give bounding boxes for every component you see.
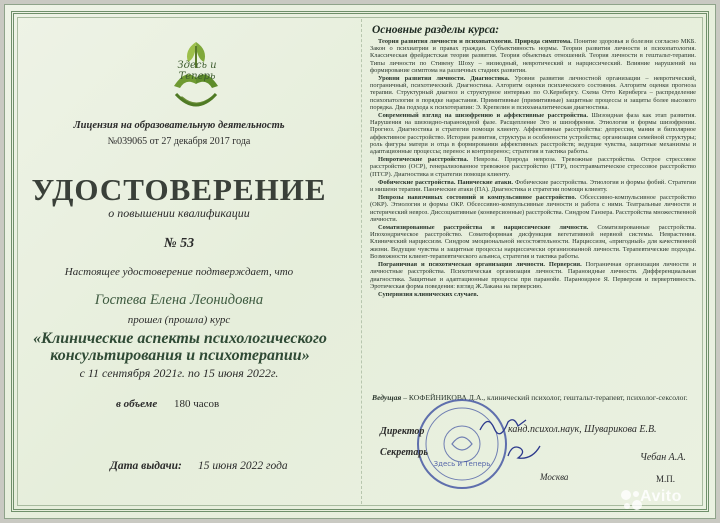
holder-name: Гостева Елена Леонидовна [94,292,264,308]
section-item [370,75,696,111]
issue-date-value: 15 июня 2022 года [198,460,288,472]
section-body: Пограничная организация личности и личностные расстройства. Психотическая организация личности. Параноидные личности. Дифференциальная диагностика. Защитные и адаптационные процессы при паранойе. Параноидное Я. Перверсия и первертивность. Эротическая форма поведения: взгляд Ж.Лакана на перверсию. [370,261,697,290]
section-item [370,261,696,290]
section-item [370,224,696,260]
passed-text: прошел (прошла) курс [127,314,231,326]
section-heading: Пограничная и психотическая организация личности. Перверсия. [378,261,582,269]
section-item [370,156,696,178]
course-title: «Клинические аспекты психологического консультирования и психотерапии» [33,330,327,364]
section-heading: Теория развития личности и психопатология. Природа симптома. [378,38,572,45]
license-title: Лицензия на образовательную деятельность [73,120,285,131]
section-item [370,291,696,298]
section-heading: Супервизия клинических случаев. [378,290,479,298]
logo-text: Здесь и Теперь [177,60,217,82]
director-label: Директор [380,426,425,437]
city-text: Москва [540,472,569,482]
section-heading: Фобические расстройства. Панические атаки. [378,178,513,186]
section-item [370,179,696,193]
section-heading: Невротические расстройства. [378,156,469,164]
section-body: Соматизированные расстройства. Ипохондрическое расстройство. Соматоформная дисфункция вегетативной нервной системы. Неврастения. Клинический нарциссизм. Синдром эмоциональной несостоятельности. Нарциссизм, «пригодный» для качественной жизни. Ведущие чувства и защитные процессы нарциссически организованной личности. Терапевтические подходы. Возможности клиент-терапевтического альянса, стратегия и тактика работы. [370,224,696,260]
course-dates: с 11 сентября 2021г. по 15 июня 2022г. [79,366,279,380]
certificate-number: № 53 [163,236,195,251]
section-body: Уровни развития личностной организации – невротический, пограничный, психотический. Диагностика. Алгоритм оценки психического состояния. Алгоритм оценки прогноза терапии. Структурный диагноз и структурное интервью по О.Кернбергу. Схема Отто Кернберга – распределение психопатологии в порядке нарастания. Примитивные (примитивные) защитные процессы и защиты более высокого порядка. Два подхода к психотерапии: Э. Крепелин и психоаналитическая диагностика. [370,75,696,111]
teacher-label: Ведущая [372,393,402,402]
section-heading: Неврозы навязчивых состояний и компульсивное расстройство. [378,194,577,202]
sections-list [370,38,696,299]
secretary-value: Чебан А.А. [640,452,686,463]
column-divider [361,19,362,504]
watermark-text: Avito [640,488,682,505]
secretary-label: Секретарь [380,447,428,458]
sections-title: Основные разделы курса: [372,24,500,36]
section-body: Неврозы. Природа невроза. Тревожные расстройства. Острое стрессовое расстройство (ОСР), генерализованное тревожное расстройство (ГТР), посттравматическое стрессовое расстройство (ПТСР). Диагностика и стратегии помощи клиенту. [370,156,696,178]
section-body: Фобические расстройства. Этиология и формы фобий. Стратегии и мишени терапии. Панические атаки (ПА). Диагностика и стратегии помощи клиенту. [370,178,696,194]
section-body: Шизоидная фаза как этап развития. Нарушения на шизоидно-параноидной фазе. Расщепление Эго и шизофрения. Этиология и формы шизофрении. Прогноз. Диагностика и стратегии помощи клиенту. Аффективные расстройства: депрессия, мания и биполярное аффективное расстройство. История развития, структура и особенности устройства; организация семейной структуры; роль фигуры матери и отца в формировании аффективных расстройств; ведущие чувства, защитные механизмы и адаптационные процессы; перенос и контрперенос; стратегия и тактика работы. [370,112,697,156]
secretary-signature-icon [504,440,544,464]
director-value: канд.психол.наук, Шуварикова Е.В. [508,424,657,435]
volume-value: 180 часов [174,398,220,410]
section-body: Обсессивно-компульсивное расстройство (ОКР). Этиология и формы ОКР. Обсессивно-компульсивные личности и работа с ними. Театральные личности и истерический невроз. Диссоциативные (конверсионные) расстройства. Синдром Ганзера. Расстройства множественной личности. [370,194,696,223]
section-item [370,38,696,74]
teacher-text: – КОФЕЙНИКОВА Д.А., клинический психолог, гештальт-терапевт, психолог-сексолог. [403,393,688,402]
section-heading: Уровни развития личности. Диагностика. [378,75,510,83]
section-heading: Соматизированные расстройства и нарциссические личности. [378,224,589,232]
confirms-text: Настоящее удостоверение подтверждает, что [64,266,294,278]
section-item [370,194,696,223]
stamp-text: Здесь и Теперь [433,460,491,468]
certificate-title: УДОСТОВЕРЕНИЕ [31,172,327,207]
volume-label: в объеме [116,398,158,410]
certificate-subtitle: о повышении квалификации [108,206,250,220]
section-heading: Современный взгляд на шизофрению и аффективные расстройства. [378,112,588,120]
license-number: №039065 от 27 декабря 2017 года [107,136,251,147]
issue-date-label: Дата выдачи: [110,460,182,472]
mp-text: М.П. [656,474,676,484]
section-item [370,112,696,155]
section-body: Понятие здоровья и болезни согласно МКБ. Закон о психиатрии и правах граждан. Субъективность нормы. Теории развития личности и психопатология. Классическая фрейдистская теория развития. Теория объектных отношений. Теория личности в гештальт-терапии. Типы личности по Стивену Шоху – низиодный, невротический и нарциссический. Влияние нарушений на формирование симптома на различных стадиях развития. [370,38,697,74]
